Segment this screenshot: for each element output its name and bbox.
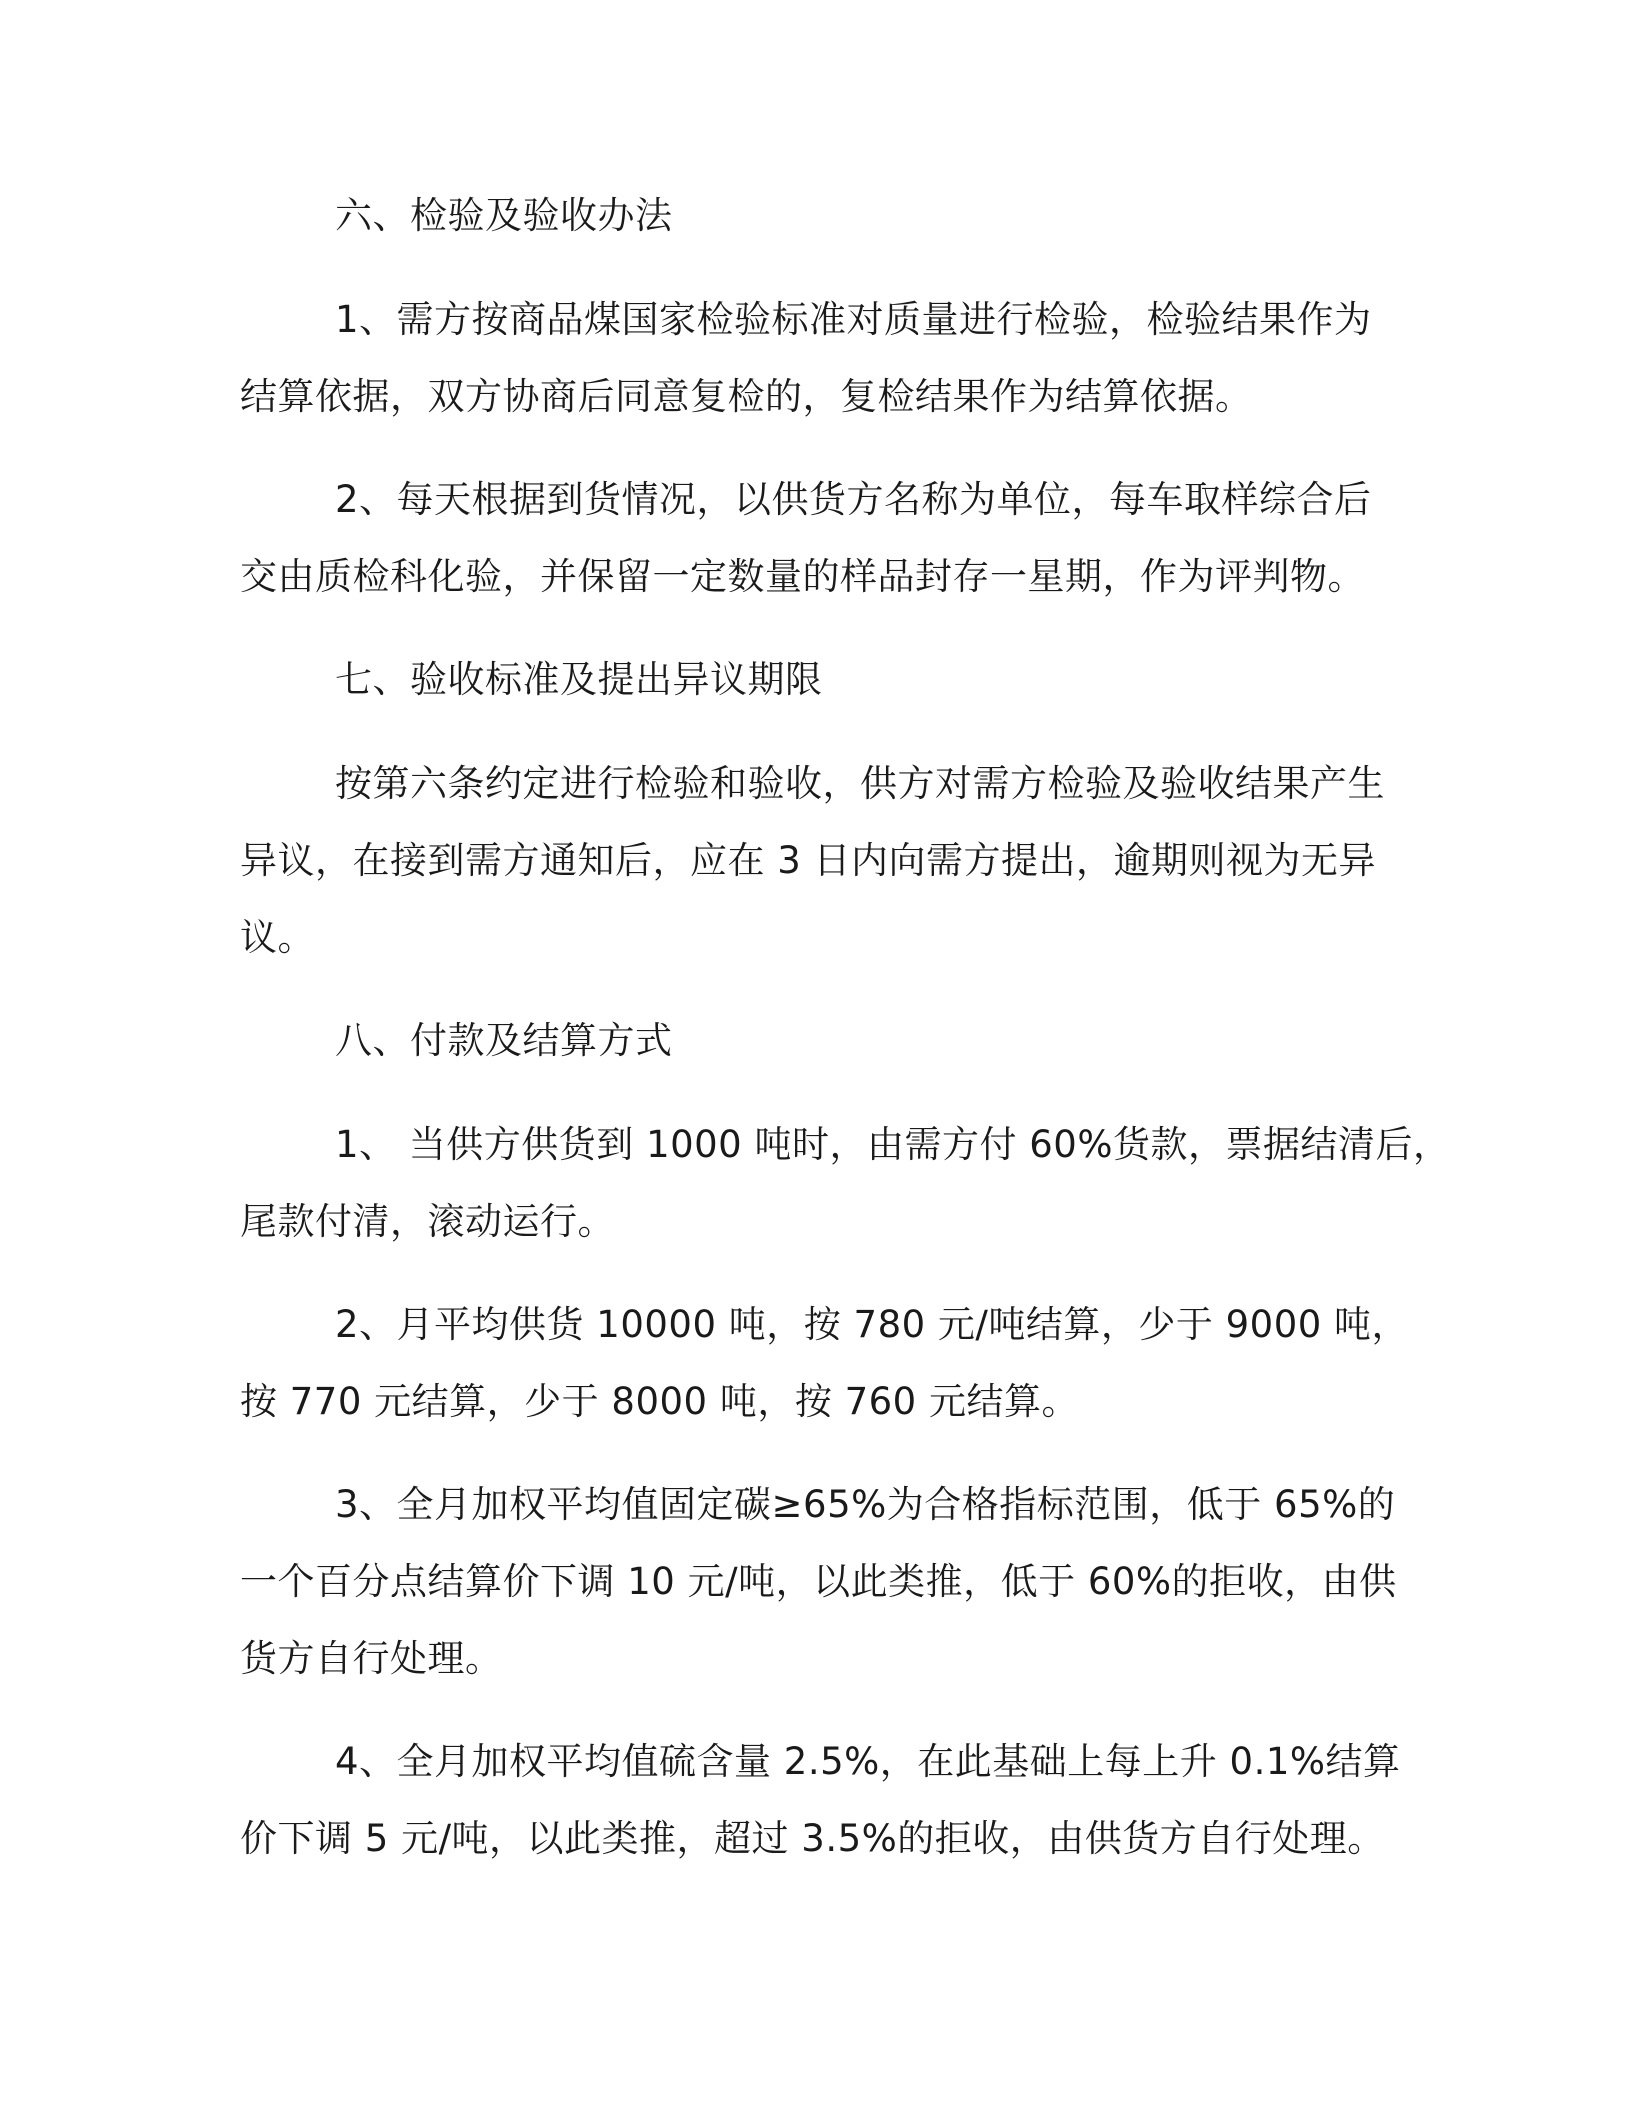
payment-item-3-line-1: 3、全月加权平均值固定碳≥65%为合格指标范围，低于 65%的 [335,1483,1396,1526]
inspection-item-1-line-1: 1、需方按商品煤国家检验标准对质量进行检验，检验结果作为 [335,298,1372,341]
payment-item-1-line-1: 1、 当供方供货到 1000 吨时，由需方付 60%货款，票据结清后， [335,1123,1451,1166]
payment-item-3-line-2: 一个百分点结算价下调 10 元/吨，以此类推，低于 60%的拒收，由供 [240,1560,1397,1603]
inspection-item-2-line-2: 交由质检科化验，并保留一定数量的样品封存一星期，作为评判物。 [240,555,1365,598]
payment-item-2-line-1: 2、月平均供货 10000 吨，按 780 元/吨结算，少于 9000 吨， [335,1303,1410,1346]
payment-item-4-line-2: 价下调 5 元/吨，以此类推，超过 3.5%的拒收，由供货方自行处理。 [240,1817,1385,1860]
objection-para-line-2: 异议，在接到需方通知后，应在 3 日内向需方提出，逾期则视为无异 [240,839,1377,882]
section-heading-payment: 八、付款及结算方式 [335,1019,673,1062]
payment-item-3-line-3: 货方自行处理。 [240,1637,503,1680]
payment-item-2-line-2: 按 770 元结算，少于 8000 吨，按 760 元结算。 [240,1380,1079,1423]
section-heading-objection: 七、验收标准及提出异议期限 [335,658,823,701]
objection-para-line-3: 议。 [240,916,315,959]
section-heading-inspection: 六、检验及验收办法 [335,194,673,237]
inspection-item-2-line-1: 2、每天根据到货情况，以供货方名称为单位，每车取样综合后 [335,478,1372,521]
inspection-item-1-line-2: 结算依据，双方协商后同意复检的，复检结果作为结算依据。 [240,375,1253,418]
payment-item-1-line-2: 尾款付清，滚动运行。 [240,1200,615,1243]
objection-para-line-1: 按第六条约定进行检验和验收，供方对需方检验及验收结果产生 [335,762,1385,805]
payment-item-4-line-1: 4、全月加权平均值硫含量 2.5%，在此基础上每上升 0.1%结算 [335,1740,1401,1783]
